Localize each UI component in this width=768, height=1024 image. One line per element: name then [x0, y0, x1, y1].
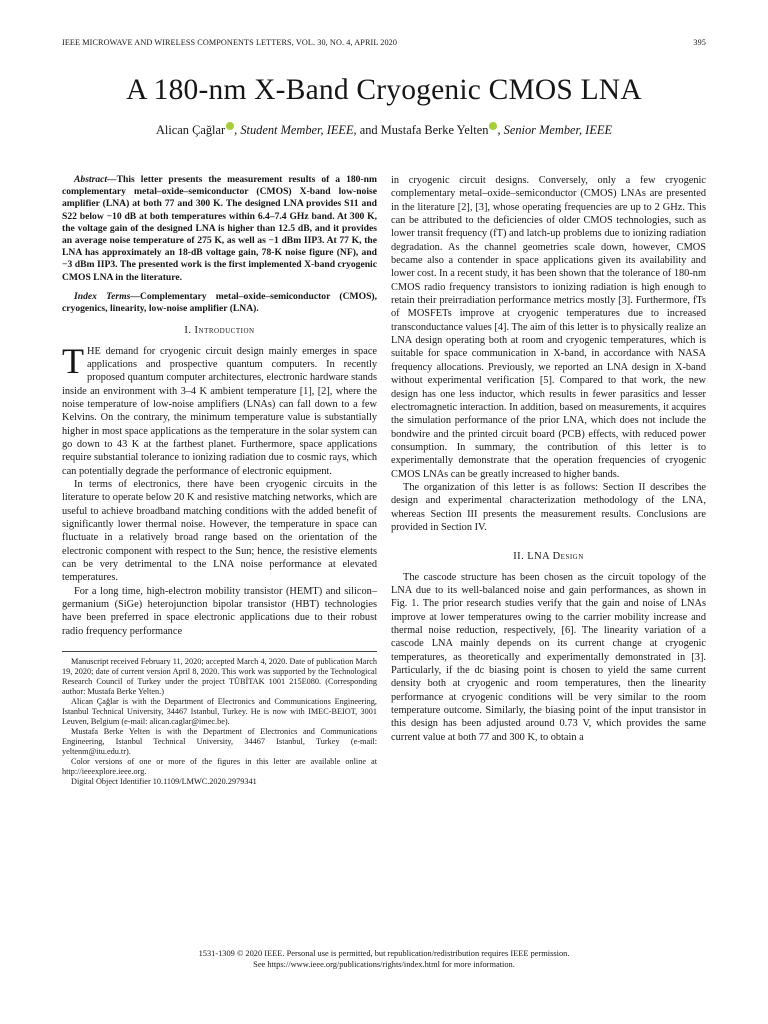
intro-paragraph-1-text: HE demand for cryogenic circuit design mainly emerges in space applications and prospective quantum computers. In recently proposed quantum computer architectures, electronic hardware stands inside an environment with 3–4 K ambient temperature [1], [2], where the noise temperature of low-noise amplifiers (LNAs) can fall down to a few Kelvins. On the contrary, the minimum temperature value is substantially higher in most space applications as the temperature in the solar system can go down to 43 K at the farthest planet. Furthermore, space applications require substantial tolerance to ionizing radiation due to cosmic rays, which can potentially degrade the performance of electronic equipment. [62, 345, 377, 477]
index-terms [62, 291, 377, 315]
body-paragraph-lna-design: The cascode structure has been chosen as the circuit topology of the LNA due to its well-balanced noise and gain performances, as shown in Fig. 1. The prior research studies verify that the gain and noise of LNAs improve at lower temperatures owing to the carrier mobility increase and thermal noise reduction, respectively, [6]. The linearity variation of a cascode LNA mainly depends on its current change at cryogenic temperatures, as theoretically and experimentally demonstrated in [3]. Particularly, if the dc biasing point is chosen to yield the same current density both at cryogenic and room temperatures, then the linearity performance at cryogenic conditions will be very similar to the room temperature outcome. Similarly, the biasing point of the input transistor in this design has been adjusted around 0.73 V, which provides the same current value at both 77 and 300 K, to obtain a [391, 571, 706, 743]
rights-link-line: See https://www.ieee.org/publications/rights/index.html for more information. [253, 960, 515, 969]
drop-cap: T [62, 340, 84, 381]
index-terms-text: Complementary metal–oxide–semiconductor (CMOS), cryogenics, linearity, low-noise amplifier (LNA). [62, 290, 377, 315]
right-column [391, 174, 706, 744]
abstract-text: This letter presents the measurement results of a 180-nm complementary metal–oxide–semiconductor (CMOS) X-band low-noise amplifier (LNA) at both 77 and 300 K. The designed LNA provides S11 and S22 below −10 dB at both temperatures within 6.4–7.4 GHz band. At 300 K, the voltage gain of the designed LNA is higher than 12.5 dB, and it provides an average noise temperature of 275 K, as well as −1 dBm IIP3. At 77 K, the LNA has approximately an 18-dB voltage gain, 78-K noise figure (NF), and −3 dBm IIP3. The presented work is the first implemented X-band cryogenic CMOS LNA in the literature. [62, 174, 377, 283]
footnote-doi: Digital Object Identifier 10.1109/LMWC.2020.2979341 [71, 777, 257, 787]
abstract-lead: Abstract— [74, 174, 117, 185]
footnote-author-1: Alican Çağlar is with the Department of Electronics and Communications Engineering, Istanbul Technical University, 34467 Istanbul, Turkey. He is now with IMEC-BEIOT, 3001 Leuven, Belgium (e-mail: alican.caglar@imec.be). [62, 697, 377, 727]
author-name-2: Mustafa Berke Yelten [380, 123, 489, 137]
journal-name: IEEE MICROWAVE AND WIRELESS COMPONENTS LETTERS, VOL. 30, NO. 4, APRIL 2020 [62, 38, 398, 47]
intro-paragraph-3: For a long time, high-electron mobility transistor (HEMT) and silicon–germanium (SiGe) heterojunction bipolar transistor (HBT) technologies have been preferred in space electronic applications due to their robust radio frequency performance [62, 585, 377, 637]
body-paragraph-continued: in cryogenic circuit designs. Conversely, only a few cryogenic complementary metal–oxide–semiconductor (CMOS) LNAs are presented in the literature [2], [3], whose operating frequencies are up to 2 GHz. This can be attributed to the deficiencies of older CMOS technologies, such as lower transit frequency (fT) and latch-up problems due to ionizing radiation degradation. As the channel geometries scale down, however, CMOS became also a contender in space applications given its availability and lower cost. In a recent study, it has been shown that the tolerance of 180-nm CMOS radio frequency transistors to ionizing radiation is high enough to retain their preirradiation performance metrics mostly [3]. Furthermore, fTs of MOSFETs improve at cryogenic temperatures due to increased transconductance values [4]. The aim of this letter is to physically realize an LNA design operating both at room and cryogenic temperatures, which is suitable for space communication in X-band, in accordance with NASA frequency allocations. Previously, we reported an LNA design in X-band without experimental verification [5]. Compared to that work, the new design has one less inductor, which results in fewer parasitics and lesser electromagnetic interaction. In addition, based on measurements, it acquires the simulation performance of the prior LNA, which does not include the bondwire and the printed circuit board (PCB) effects, with reduced power consumption. In summary, the contribution of this letter is to experimentally demonstrate that the operation frequencies of cryogenic CMOS LNAs can be greatly increased to higher bands. [391, 175, 706, 480]
paper-title: A 180-nm X-Band Cryogenic CMOS LNA [126, 74, 642, 106]
footnote-manuscript: Manuscript received February 11, 2020; accepted March 4, 2020. Date of publication March 19, 2020; date of current version April 8, 2020. This work was supported by the Technological Research Council of Turkey under the project TÜBİTAK 1001 215E080. (Corresponding author: Mustafa Berke Yelten.) [62, 657, 377, 697]
author-name-1: Alican Çağlar [155, 123, 226, 137]
section-heading-lna-design: II. LNA Design [513, 551, 584, 563]
copyright-footer [0, 948, 768, 970]
copyright-line: 1531-1309 © 2020 IEEE. Personal use is permitted, but republication/redistribution requires IEEE permission. [198, 949, 570, 958]
body-paragraph-organization: The organization of this letter is as follows: Section II describes the design and experimental characterization methodology of the LNA, whereas Section III presents the measurement results. Conclusions are provided in Section IV. [391, 481, 706, 533]
footnote-author-2: Mustafa Berke Yelten is with the Department of Electronics and Communications Engineering, Istanbul Technical University, 34467 Istanbul, Turkey (e-mail: yeltenm@itu.edu.tr). [62, 727, 377, 757]
footnote-color: Color versions of one or more of the figures in this letter are available online at http://ieeexplore.ieee.org. [62, 757, 377, 777]
author-role-2: , Senior Member, IEEE [497, 123, 613, 137]
orcid-icon[interactable] [226, 122, 234, 130]
running-head [62, 38, 706, 47]
abstract [62, 174, 377, 284]
author-joiner: , and [353, 123, 381, 137]
section-heading-introduction: I. Introduction [184, 325, 255, 337]
intro-paragraph-2: In terms of electronics, there have been cryogenic circuits in the literature to operate below 20 K and resistive matching networks, which are useful to achieve broadband matching conditions with the added benefit of significantly lower thermal noise. However, the temperature in space can fluctuate in a relatively broad range based on the orientation of the electronic component with respect to the Sun; hence, the resistive elements can be very detrimental to the LNA noise performance at elevated temperatures. [62, 479, 377, 584]
left-column [62, 174, 377, 787]
intro-paragraph-1 [62, 340, 377, 478]
index-terms-lead: Index Terms— [74, 290, 140, 302]
author-line [0, 122, 768, 138]
page-number: 395 [693, 38, 706, 47]
footnotes [62, 651, 377, 787]
author-role-1: , Student Member, IEEE [234, 123, 354, 137]
